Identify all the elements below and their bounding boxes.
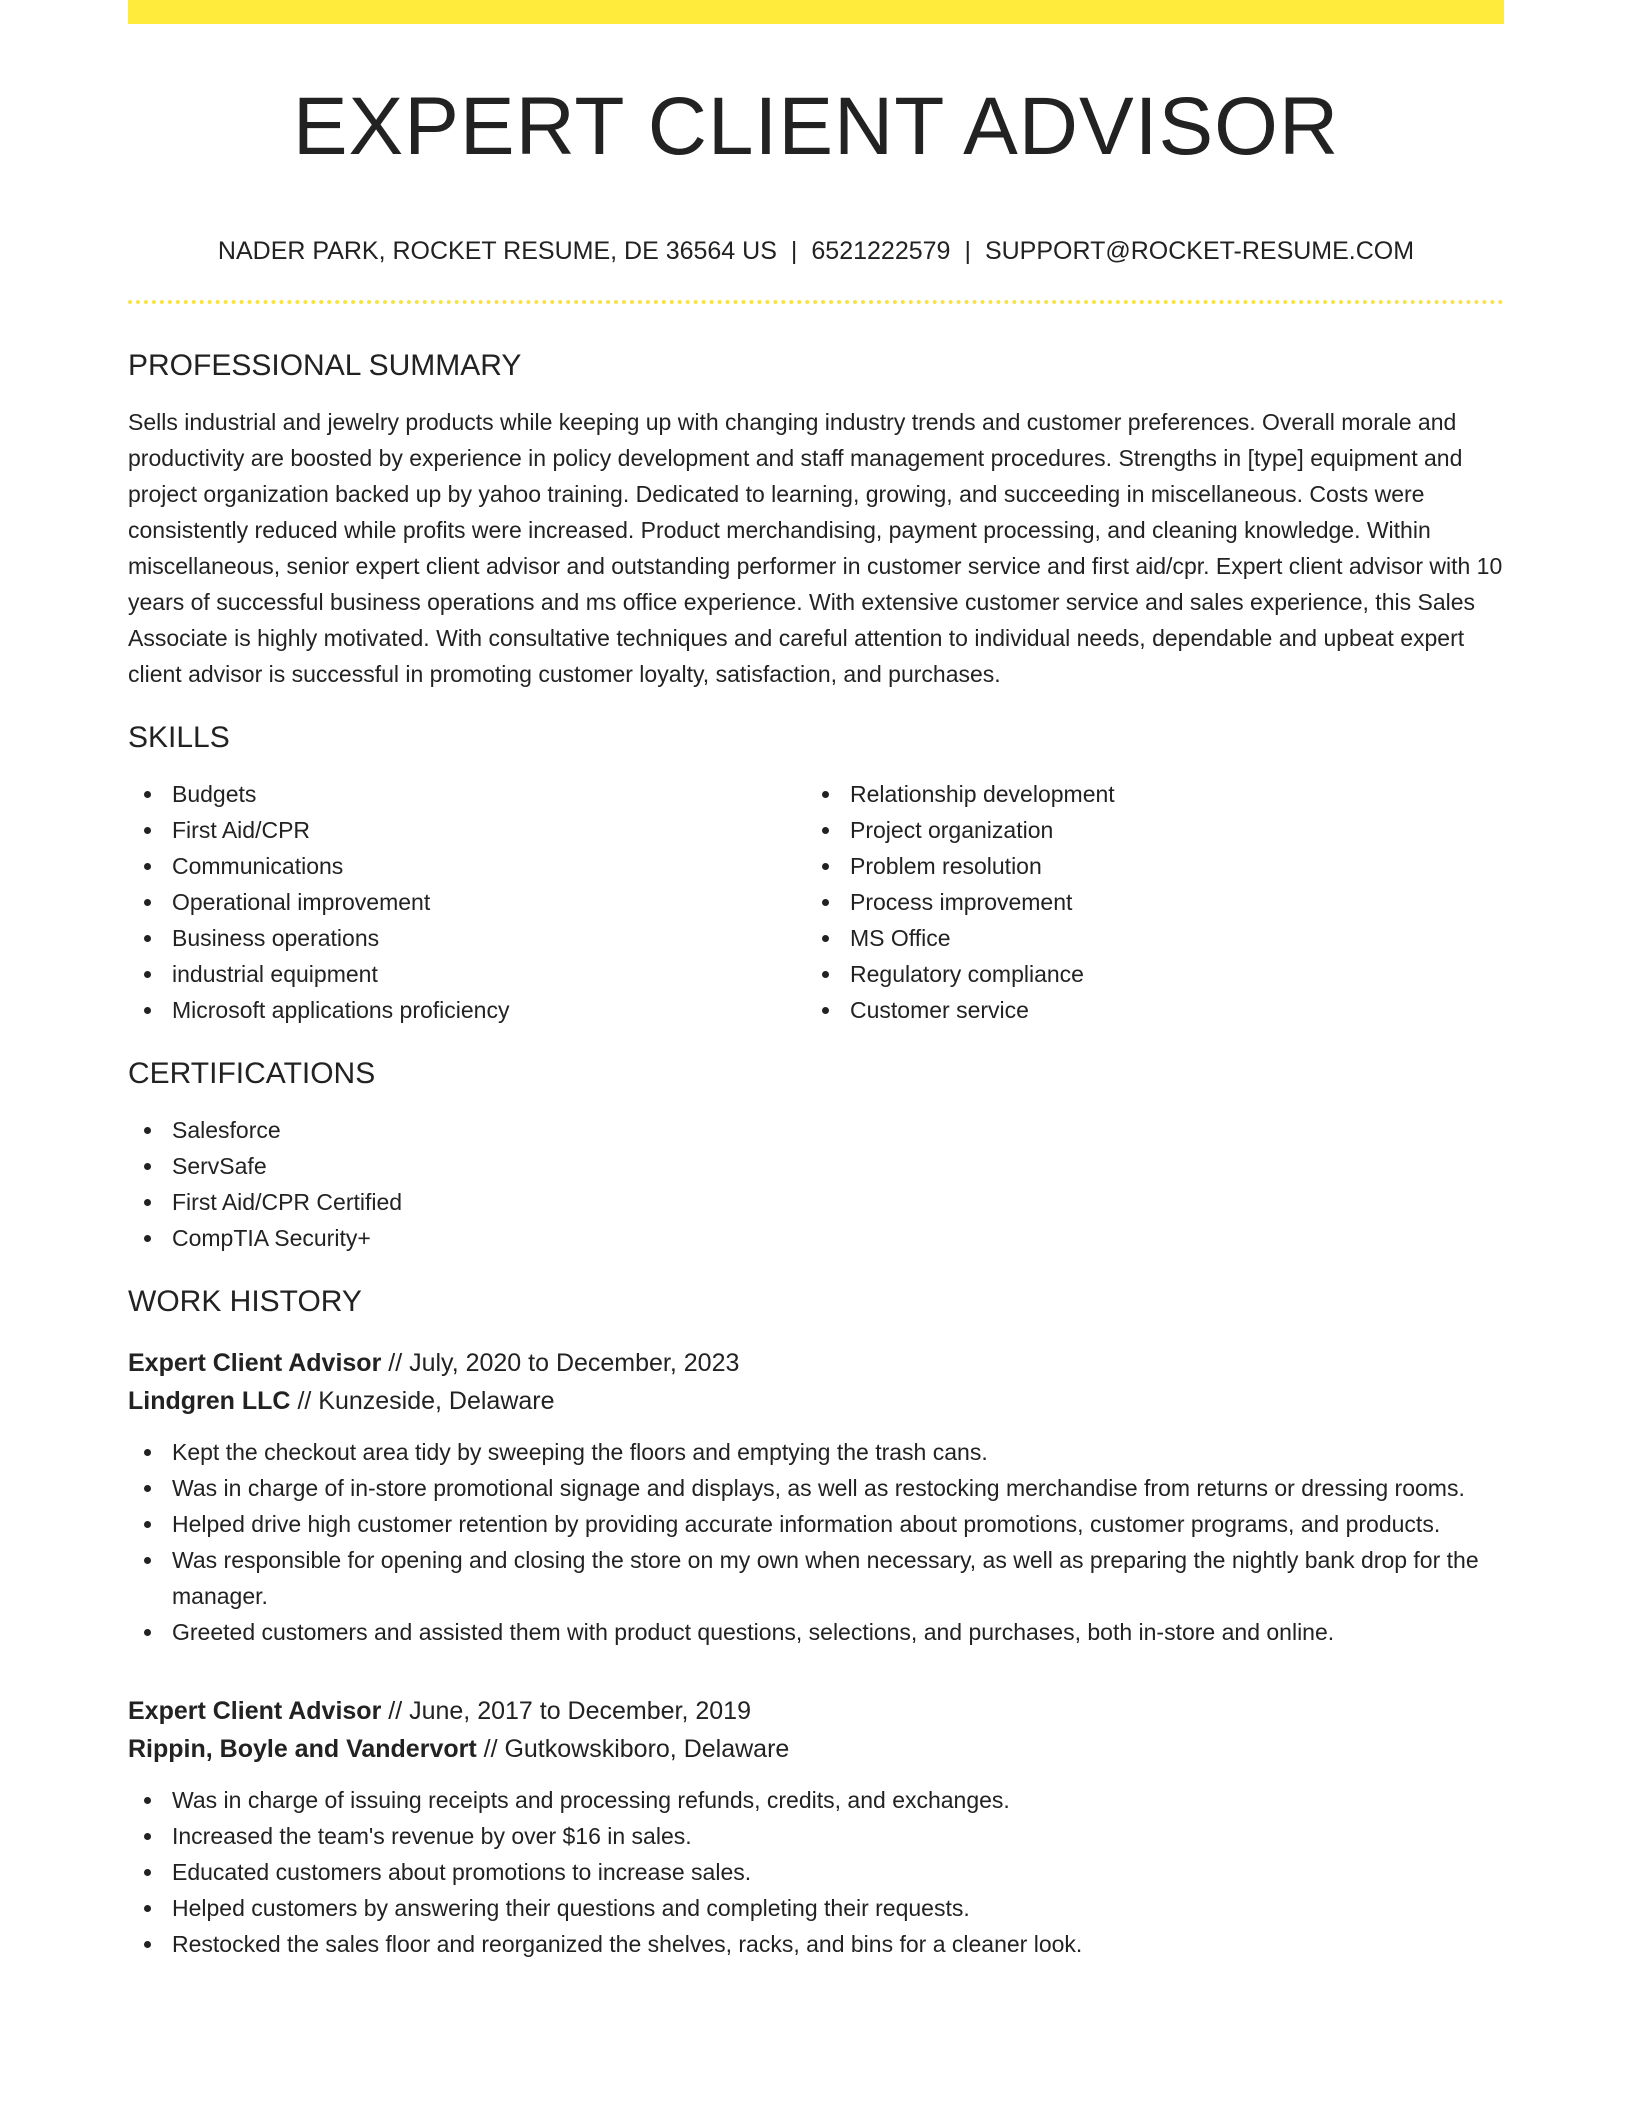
job-bullet: Was in charge of issuing receipts and processing refunds, credits, and exchanges. [128, 1782, 1504, 1818]
skill-item: Operational improvement [128, 884, 806, 920]
job-company-line [128, 1730, 1504, 1768]
job-entry [128, 1692, 1504, 1962]
job-bullet: Greeted customers and assisted them with product questions, selections, and purchases, both in-store and online. [128, 1614, 1504, 1650]
job-bullet: Was in charge of in-store promotional signage and displays, as well as restocking merchandise from returns or dressing rooms. [128, 1470, 1504, 1506]
contact-separator: | [790, 237, 798, 265]
contact-line [128, 236, 1504, 266]
job-dates: // June, 2017 to December, 2019 [388, 1697, 751, 1725]
skill-item: Process improvement [806, 884, 1484, 920]
certifications-section [128, 1056, 1504, 1256]
job-bullet: Helped customers by answering their questions and completing their requests. [128, 1890, 1504, 1926]
skill-item: industrial equipment [128, 956, 806, 992]
skill-item: Budgets [128, 776, 806, 812]
job-bullet: Restocked the sales floor and reorganized the shelves, racks, and bins for a cleaner look. [128, 1926, 1504, 1962]
job-company-line [128, 1382, 1504, 1420]
job-title-line [128, 1344, 1504, 1382]
job-bullet: Helped drive high customer retention by providing accurate information about promotions, customer programs, and products. [128, 1506, 1504, 1542]
summary-heading: PROFESSIONAL SUMMARY [128, 349, 522, 382]
accent-bar [128, 0, 1504, 24]
skill-item: Microsoft applications proficiency [128, 992, 806, 1028]
skill-item: Problem resolution [806, 848, 1484, 884]
job-bullets [128, 1434, 1504, 1650]
skills-heading: SKILLS [128, 721, 230, 754]
skill-item: Relationship development [806, 776, 1484, 812]
skills-columns [128, 776, 1504, 1028]
job-bullet: Educated customers about promotions to increase sales. [128, 1854, 1504, 1890]
certification-item: ServSafe [128, 1148, 1504, 1184]
job-bullet: Kept the checkout area tidy by sweeping the floors and emptying the trash cans. [128, 1434, 1504, 1470]
resume-page [128, 0, 1504, 1962]
job-company: Rippin, Boyle and Vandervort [128, 1735, 477, 1763]
job-entry [128, 1344, 1504, 1650]
certifications-heading: CERTIFICATIONS [128, 1057, 376, 1090]
work-history-section [128, 1284, 1504, 1962]
contact-phone: 6521222579 [811, 237, 951, 265]
work-history-heading: WORK HISTORY [128, 1285, 362, 1318]
certifications-list [128, 1112, 1504, 1256]
resume-name: EXPERT CLIENT ADVISOR [292, 81, 1340, 172]
job-role: Expert Client Advisor [128, 1349, 382, 1377]
skill-item: MS Office [806, 920, 1484, 956]
job-bullet: Was responsible for opening and closing the store on my own when necessary, as well as preparing the nightly bank drop for the manager. [128, 1542, 1504, 1614]
job-company: Lindgren LLC [128, 1387, 291, 1415]
job-bullets [128, 1782, 1504, 1962]
job-dates: // July, 2020 to December, 2023 [388, 1349, 740, 1377]
contact-separator: | [964, 237, 971, 265]
skill-item: Business operations [128, 920, 806, 956]
job-bullet: Increased the team's revenue by over $16 in sales. [128, 1818, 1504, 1854]
summary-text: Sells industrial and jewelry products while keeping up with changing industry trends and customer preferences. Overall morale and productivity are boosted by experience in policy development and staff management procedures. Strengths in [type] equipment and project organization backed up by yahoo training. Dedicated to learning, growing, and succeeding in miscellaneous. Costs were consistently reduced while profits were increased. Product merchandising, payment processing, and cleaning knowledge. Within miscellaneous, senior expert client advisor and outstanding performer in customer service and first aid/cpr. Expert client advisor with 10 years of successful business operations and ms office experience. With extensive customer service and sales experience, this Sales Associate is highly motivated. With consultative techniques and careful attention to individual needs, dependable and upbeat expert client advisor is successful in promoting customer loyalty, satisfaction, and purchases. [128, 409, 1503, 687]
skill-item: Customer service [806, 992, 1484, 1028]
job-location: // Kunzeside, Delaware [297, 1387, 555, 1415]
job-location: // Gutkowskiboro, Delaware [483, 1735, 790, 1763]
skill-item: Project organization [806, 812, 1484, 848]
certification-item: Salesforce [128, 1112, 1504, 1148]
summary-section [128, 348, 1504, 692]
job-role: Expert Client Advisor [128, 1697, 382, 1725]
job-title-line [128, 1692, 1504, 1730]
skills-section [128, 720, 1504, 1028]
skills-left-list [128, 776, 806, 1028]
skill-item: Regulatory compliance [806, 956, 1484, 992]
certification-item: CompTIA Security+ [128, 1220, 1504, 1256]
skill-item: First Aid/CPR [128, 812, 806, 848]
certification-item: First Aid/CPR Certified [128, 1184, 1504, 1220]
skill-item: Communications [128, 848, 806, 884]
contact-email: SUPPORT@ROCKET-RESUME.COM [984, 237, 1415, 265]
dotted-divider [128, 300, 1504, 304]
skills-right-list [806, 776, 1484, 1028]
contact-address: NADER PARK, ROCKET RESUME, DE 36564 US [217, 237, 777, 265]
